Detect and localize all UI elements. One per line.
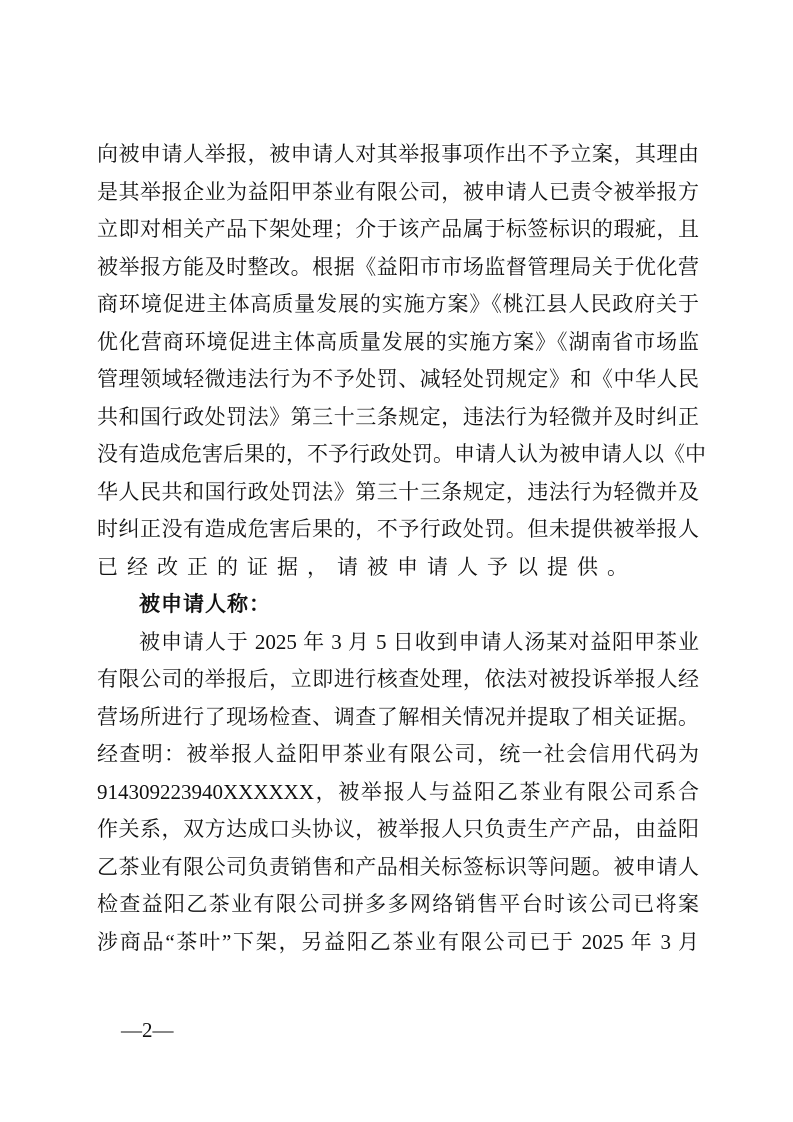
page-number: —2— xyxy=(121,1018,174,1042)
text-line: 乙茶业有限公司负责销售和产品相关标签标识等问题。被申请人 xyxy=(97,854,699,879)
text-line: 是其举报企业为益阳甲茶业有限公司，被申请人已责令被举报方 xyxy=(97,179,699,204)
text-line: 检查益阳乙茶业有限公司拼多多网络销售平台时该公司已将案 xyxy=(97,892,699,916)
text-line: 经查明：被举报人益阳甲茶业有限公司，统一社会信用代码为 xyxy=(97,742,699,766)
text-line: 被举报方能及时整改。根据《益阳市市场监督管理局关于优化营 xyxy=(97,254,699,279)
paragraph-respondent-statement xyxy=(97,624,699,962)
text-line: 被申请人于 2025 年 3 月 5 日收到申请人汤某对益阳甲茶业 xyxy=(139,629,699,654)
text-line: 时纠正没有造成危害后果的，不予行政处罚。但未提供被举报人 xyxy=(97,517,699,541)
text-line: 有限公司的举报后，立即进行核查处理，依法对被投诉举报人经 xyxy=(97,667,699,691)
text-line: 向被申请人举报，被申请人对其举报事项作出不予立案，其理由 xyxy=(97,142,699,166)
text-line: 已经改正的证据，请被申请人予以提供。 xyxy=(97,554,637,579)
text-line: 华人民共和国行政处罚法》第三十三条规定，违法行为轻微并及 xyxy=(97,479,699,504)
text-line: 立即对相关产品下架处理；介于该产品属于标签标识的瑕疵，且 xyxy=(97,217,699,241)
text-line: 914309223940XXXXXX，被举报人与益阳乙茶业有限公司系合 xyxy=(97,779,699,804)
text-line: 涉商品“茶叶”下架，另益阳乙茶业有限公司已于 2025 年 3 月 xyxy=(97,929,699,954)
text-line: 作关系，双方达成口头协议，被举报人只负责生产产品，由益阳 xyxy=(97,817,699,841)
text-line: 优化营商环境促进主体高质量发展的实施方案》《湖南省市场监 xyxy=(97,329,699,354)
text-line: 共和国行政处罚法》第三十三条规定，违法行为轻微并及时纠正 xyxy=(97,404,699,429)
section-heading: 被申请人称： xyxy=(139,592,271,616)
text-line: 没有造成危害后果的，不予行政处罚。申请人认为被申请人以《中 xyxy=(97,442,706,466)
text-line: 商环境促进主体高质量发展的实施方案》《桃江县人民政府关于 xyxy=(97,292,699,316)
text-line: 营场所进行了现场检查、调查了解相关情况并提取了相关证据。 xyxy=(97,704,699,729)
text-line: 管理领域轻微违法行为不予处罚、减轻处罚规定》和《中华人民 xyxy=(97,367,699,391)
paragraph-applicant-claim xyxy=(97,136,706,586)
document-body xyxy=(97,136,706,961)
